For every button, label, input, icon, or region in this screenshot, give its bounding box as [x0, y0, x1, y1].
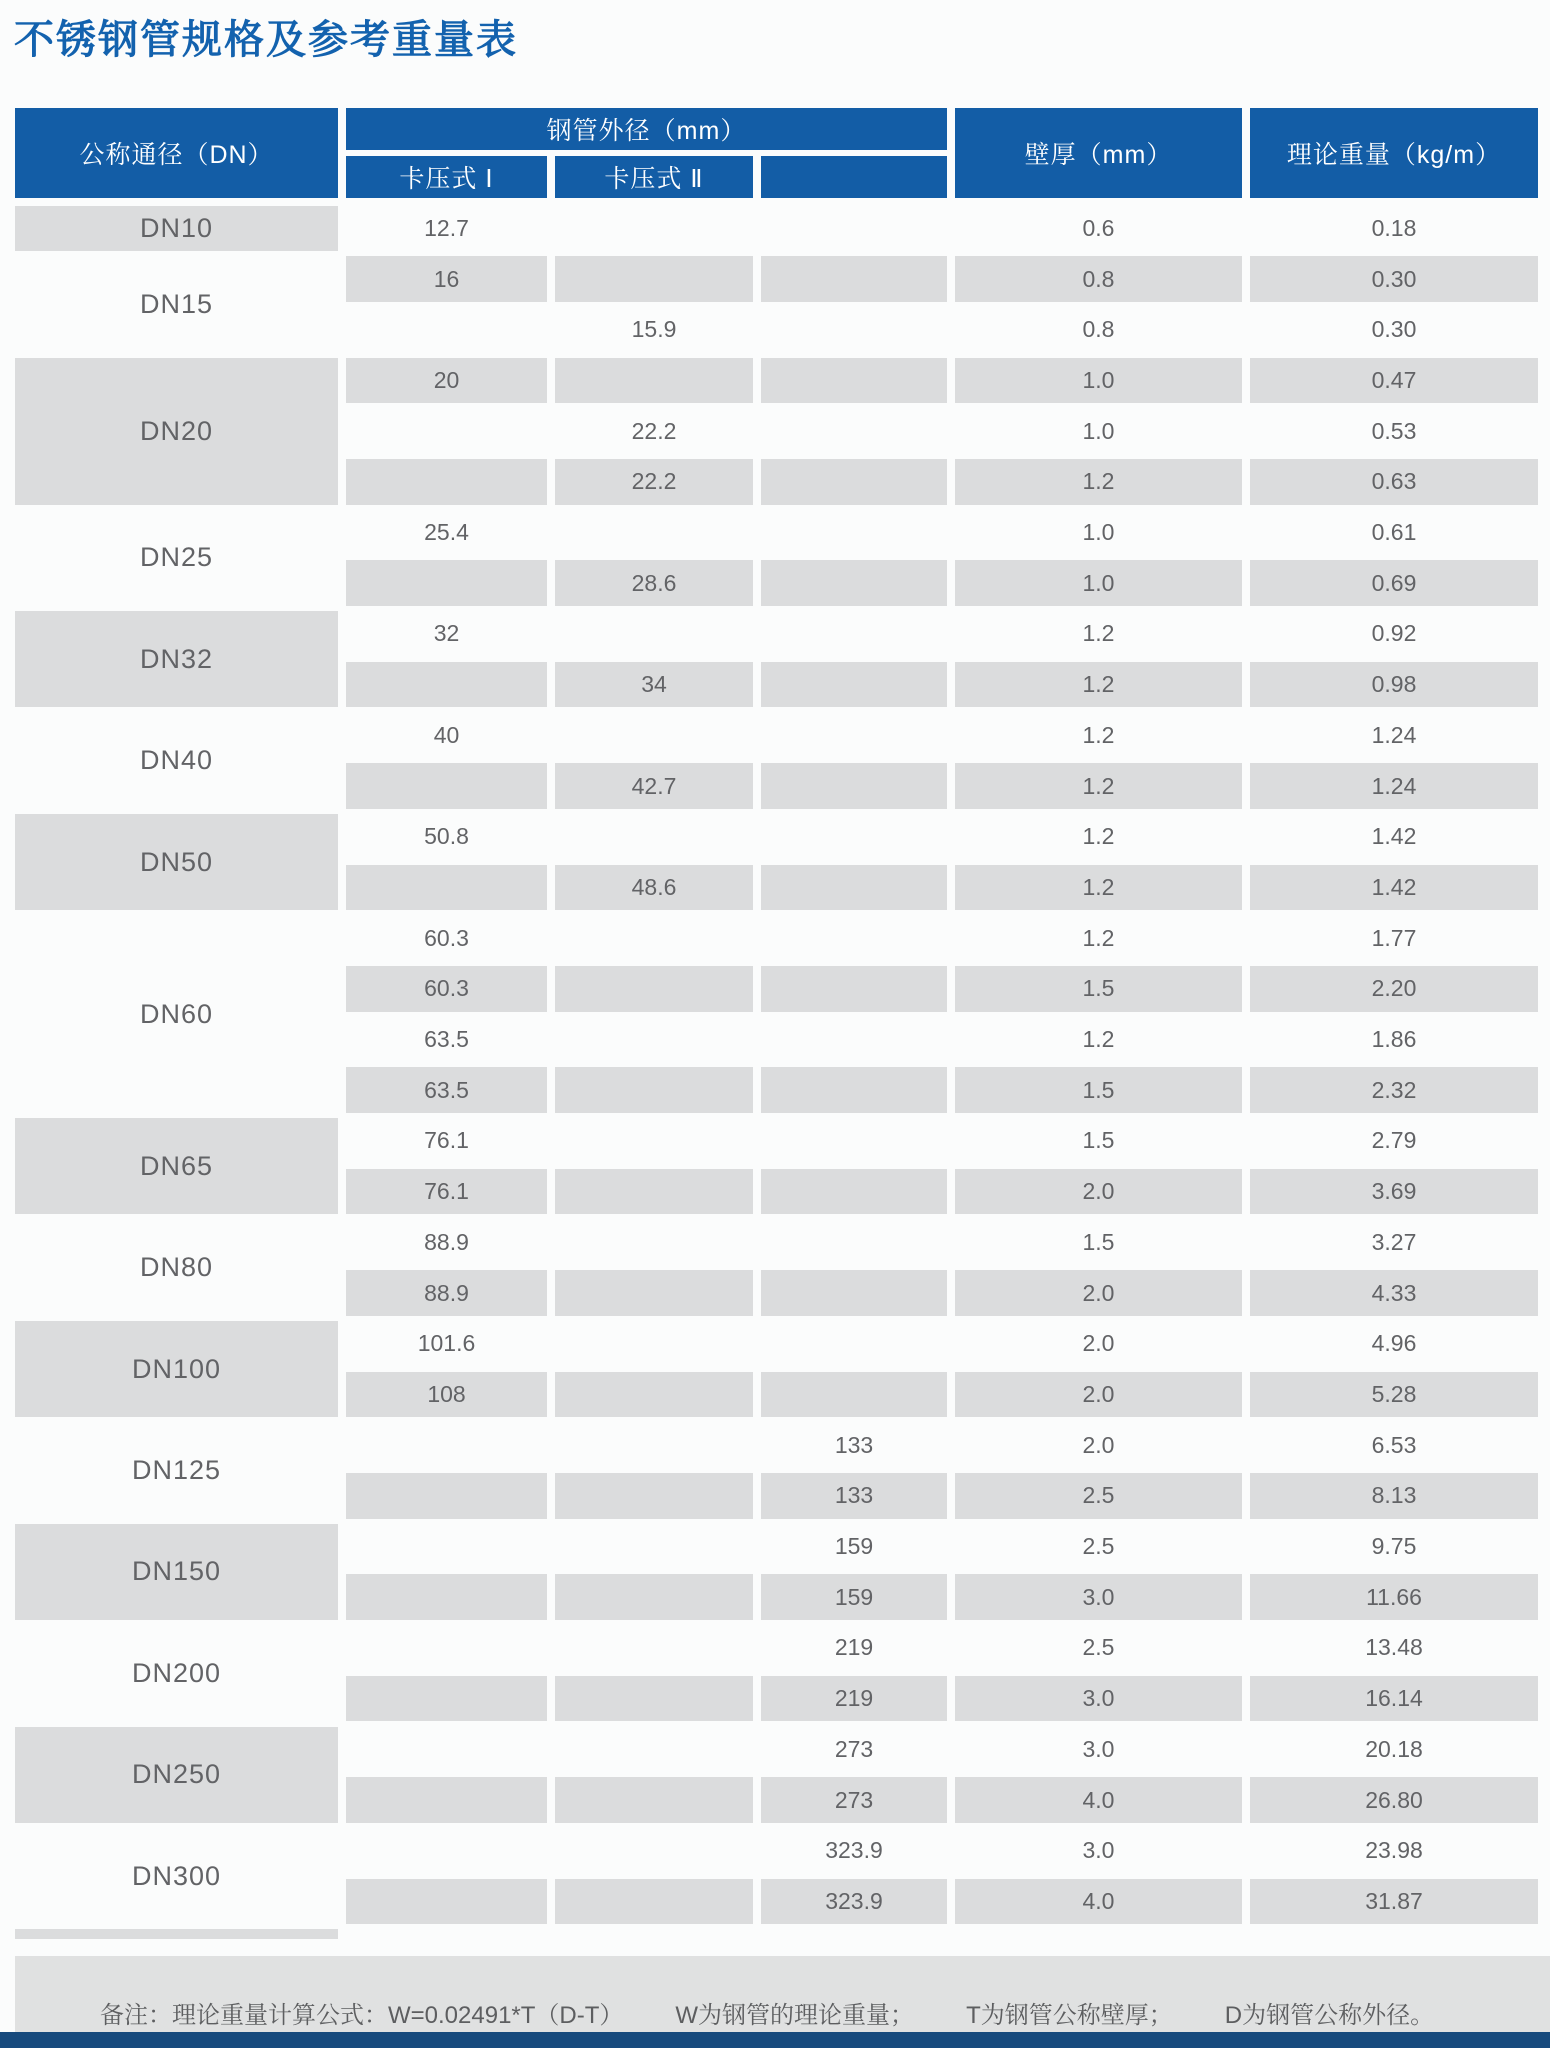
header-theoretical-weight: 理论重量（kg/m） [1250, 108, 1538, 198]
od-press1-cell: 76.1 [346, 1169, 547, 1215]
weight-cell: 4.33 [1250, 1270, 1538, 1316]
wall-cell: 0.8 [1082, 316, 1115, 343]
od-press3-cell: 273 [761, 1777, 947, 1823]
od-press3-cell [761, 763, 947, 809]
weight-cell: 0.69 [1250, 560, 1538, 606]
weight-cell: 4.96 [1371, 1330, 1417, 1357]
wall-cell: 1.2 [1082, 823, 1115, 850]
od-press1-cell [346, 1676, 547, 1722]
od-press3-cell: 159 [834, 1533, 874, 1560]
dn-group-cell: DN25 [139, 542, 214, 573]
wall-cell: 1.2 [1082, 924, 1115, 951]
dn-group-cell: DN32 [15, 611, 338, 707]
od-press2-cell [555, 1270, 753, 1316]
dn-group-cell: DN65 [15, 1118, 338, 1214]
weight-cell: 0.47 [1250, 358, 1538, 404]
weight-cell: 2.20 [1250, 966, 1538, 1012]
wall-cell: 4.0 [955, 1777, 1242, 1823]
od-press1-cell [346, 1879, 547, 1925]
od-press2-cell [555, 1067, 753, 1113]
wall-cell: 0.8 [955, 256, 1242, 302]
weight-cell: 0.53 [1371, 417, 1417, 444]
od-press3-cell: 323.9 [825, 1837, 883, 1864]
wall-cell: 3.0 [1082, 1735, 1115, 1762]
wall-cell: 2.0 [955, 1372, 1242, 1418]
od-press1-cell [346, 459, 547, 505]
wall-cell: 1.0 [1082, 519, 1115, 546]
od-press2-cell [555, 1169, 753, 1215]
header-press-type-1: 卡压式 Ⅰ [346, 156, 547, 198]
od-press2-cell: 22.2 [555, 459, 753, 505]
dn-group-cell: DN200 [131, 1657, 222, 1688]
od-press3-cell [761, 865, 947, 911]
wall-cell: 1.5 [1082, 1228, 1115, 1255]
od-press3-cell [761, 1169, 947, 1215]
dn-group-cell: DN20 [15, 358, 338, 505]
weight-cell: 1.24 [1371, 721, 1417, 748]
footer-note [100, 1995, 1434, 2030]
od-press1-cell: 50.8 [424, 823, 469, 850]
od-press3-cell [761, 256, 947, 302]
weight-cell: 9.75 [1371, 1533, 1417, 1560]
dn-group-cell: DN250 [15, 1727, 338, 1823]
od-press2-cell [555, 1879, 753, 1925]
od-press3-cell: 159 [761, 1574, 947, 1620]
od-press1-cell: 40 [433, 721, 460, 748]
od-press2-cell [555, 358, 753, 404]
table-bottom-strip [15, 1929, 338, 1939]
od-press2-cell: 48.6 [555, 865, 753, 911]
wall-cell: 1.2 [955, 763, 1242, 809]
od-press1-cell: 25.4 [424, 519, 469, 546]
od-press1-cell [346, 865, 547, 911]
wall-cell: 1.2 [955, 662, 1242, 708]
weight-cell: 1.24 [1250, 763, 1538, 809]
od-press3-cell [761, 966, 947, 1012]
weight-cell: 0.63 [1250, 459, 1538, 505]
od-press3-cell [761, 1372, 947, 1418]
od-press2-cell [555, 1574, 753, 1620]
dn-group-cell: DN80 [139, 1252, 214, 1283]
wall-cell: 1.0 [955, 358, 1242, 404]
od-press1-cell [346, 1574, 547, 1620]
header-wall-thickness: 壁厚（mm） [955, 108, 1242, 198]
od-press3-cell: 323.9 [761, 1879, 947, 1925]
od-press1-cell: 101.6 [417, 1330, 476, 1357]
wall-cell: 2.5 [1082, 1533, 1115, 1560]
od-press1-cell: 63.5 [424, 1026, 469, 1053]
wall-cell: 2.5 [955, 1473, 1242, 1519]
od-press1-cell: 60.3 [424, 924, 469, 951]
od-press1-cell: 63.5 [346, 1067, 547, 1113]
od-press1-cell [346, 763, 547, 809]
od-press2-cell [555, 966, 753, 1012]
od-press3-cell [761, 662, 947, 708]
wall-cell: 1.5 [1082, 1127, 1115, 1154]
wall-cell: 1.5 [955, 966, 1242, 1012]
weight-cell: 0.18 [1371, 214, 1417, 241]
od-press2-cell [555, 1777, 753, 1823]
od-press2-cell: 34 [555, 662, 753, 708]
weight-cell: 1.77 [1371, 924, 1417, 951]
weight-cell: 11.66 [1250, 1574, 1538, 1620]
weight-cell: 1.42 [1250, 865, 1538, 911]
weight-cell: 0.98 [1250, 662, 1538, 708]
dn-group-cell: DN10 [15, 206, 338, 252]
od-press1-cell: 108 [346, 1372, 547, 1418]
footer-note-t: T为钢管公称壁厚； [966, 2002, 1173, 2029]
wall-cell: 2.5 [1082, 1634, 1115, 1661]
footer-note-formula: 备注：理论重量计算公式：W=0.02491*T（D-T） [100, 2002, 624, 2029]
page-title: 不锈钢管规格及参考重量表 [14, 18, 518, 62]
wall-cell: 2.0 [1082, 1431, 1115, 1458]
weight-cell: 16.14 [1250, 1676, 1538, 1722]
od-press1-cell: 20 [346, 358, 547, 404]
od-press3-cell: 133 [761, 1473, 947, 1519]
wall-cell: 1.2 [1082, 620, 1115, 647]
od-press2-cell [555, 1372, 753, 1418]
footer-note-d: D为钢管公称外径。 [1224, 2002, 1435, 2029]
weight-cell: 0.30 [1250, 256, 1538, 302]
od-press3-cell [761, 459, 947, 505]
dn-group-cell: DN60 [139, 998, 214, 1029]
od-press3-cell: 219 [834, 1634, 874, 1661]
wall-cell: 1.2 [955, 865, 1242, 911]
od-press1-cell: 88.9 [346, 1270, 547, 1316]
od-press1-cell [346, 662, 547, 708]
od-press2-cell: 28.6 [555, 560, 753, 606]
od-press1-cell: 88.9 [424, 1228, 469, 1255]
weight-cell: 13.48 [1365, 1634, 1423, 1661]
weight-cell: 20.18 [1365, 1735, 1423, 1762]
weight-cell: 3.27 [1371, 1228, 1417, 1255]
weight-cell: 2.32 [1250, 1067, 1538, 1113]
wall-cell: 4.0 [955, 1879, 1242, 1925]
wall-cell: 3.0 [955, 1676, 1242, 1722]
dn-group-cell: DN15 [139, 288, 214, 319]
dn-group-cell: DN100 [15, 1321, 338, 1417]
dn-group-cell: DN150 [15, 1524, 338, 1620]
header-outer-diameter: 钢管外径（mm） [346, 108, 947, 150]
weight-cell: 23.98 [1365, 1837, 1423, 1864]
od-press2-cell [555, 256, 753, 302]
weight-cell: 6.53 [1371, 1431, 1417, 1458]
dn-group-cell: DN300 [131, 1860, 222, 1891]
wall-cell: 0.6 [1082, 214, 1115, 241]
od-press3-cell: 219 [761, 1676, 947, 1722]
od-press3-cell [761, 358, 947, 404]
header-press-type-3-blank [761, 156, 947, 198]
od-press1-cell: 60.3 [346, 966, 547, 1012]
wall-cell: 1.0 [1082, 417, 1115, 444]
wall-cell: 1.2 [955, 459, 1242, 505]
header-press-type-2: 卡压式 Ⅱ [555, 156, 753, 198]
od-press3-cell [761, 1270, 947, 1316]
wall-cell: 2.0 [955, 1169, 1242, 1215]
wall-cell: 3.0 [955, 1574, 1242, 1620]
od-press1-cell: 16 [346, 256, 547, 302]
od-press2-cell: 22.2 [631, 417, 677, 444]
weight-cell: 0.30 [1371, 316, 1417, 343]
weight-cell: 1.42 [1371, 823, 1417, 850]
od-press1-cell: 76.1 [424, 1127, 469, 1154]
weight-cell: 3.69 [1250, 1169, 1538, 1215]
wall-cell: 1.2 [1082, 1026, 1115, 1053]
od-press1-cell: 12.7 [424, 214, 469, 241]
header-dn: 公称通径（DN） [15, 108, 338, 198]
weight-cell: 31.87 [1250, 1879, 1538, 1925]
weight-cell: 2.79 [1371, 1127, 1417, 1154]
bottom-accent-bar [0, 2032, 1550, 2048]
dn-group-cell: DN125 [131, 1454, 222, 1485]
dn-group-cell: DN40 [139, 745, 214, 776]
weight-cell: 8.13 [1250, 1473, 1538, 1519]
od-press2-cell [555, 1676, 753, 1722]
od-press1-cell [346, 560, 547, 606]
wall-cell: 3.0 [1082, 1837, 1115, 1864]
wall-cell: 2.0 [1082, 1330, 1115, 1357]
dn-group-cell: DN50 [15, 814, 338, 910]
wall-cell: 1.0 [955, 560, 1242, 606]
od-press1-cell [346, 1473, 547, 1519]
weight-cell: 5.28 [1250, 1372, 1538, 1418]
wall-cell: 1.5 [955, 1067, 1242, 1113]
od-press2-cell: 15.9 [631, 316, 677, 343]
od-press3-cell: 133 [834, 1431, 874, 1458]
weight-cell: 0.61 [1371, 519, 1417, 546]
od-press3-cell [761, 560, 947, 606]
od-press1-cell: 32 [433, 620, 460, 647]
od-press2-cell: 42.7 [555, 763, 753, 809]
od-press1-cell [346, 1777, 547, 1823]
weight-cell: 1.86 [1371, 1026, 1417, 1053]
od-press3-cell [761, 1067, 947, 1113]
wall-cell: 1.2 [1082, 721, 1115, 748]
weight-cell: 26.80 [1250, 1777, 1538, 1823]
od-press3-cell: 273 [834, 1735, 874, 1762]
wall-cell: 2.0 [955, 1270, 1242, 1316]
od-press2-cell [555, 1473, 753, 1519]
footer-note-w: W为钢管的理论重量； [675, 2002, 915, 2029]
weight-cell: 0.92 [1371, 620, 1417, 647]
